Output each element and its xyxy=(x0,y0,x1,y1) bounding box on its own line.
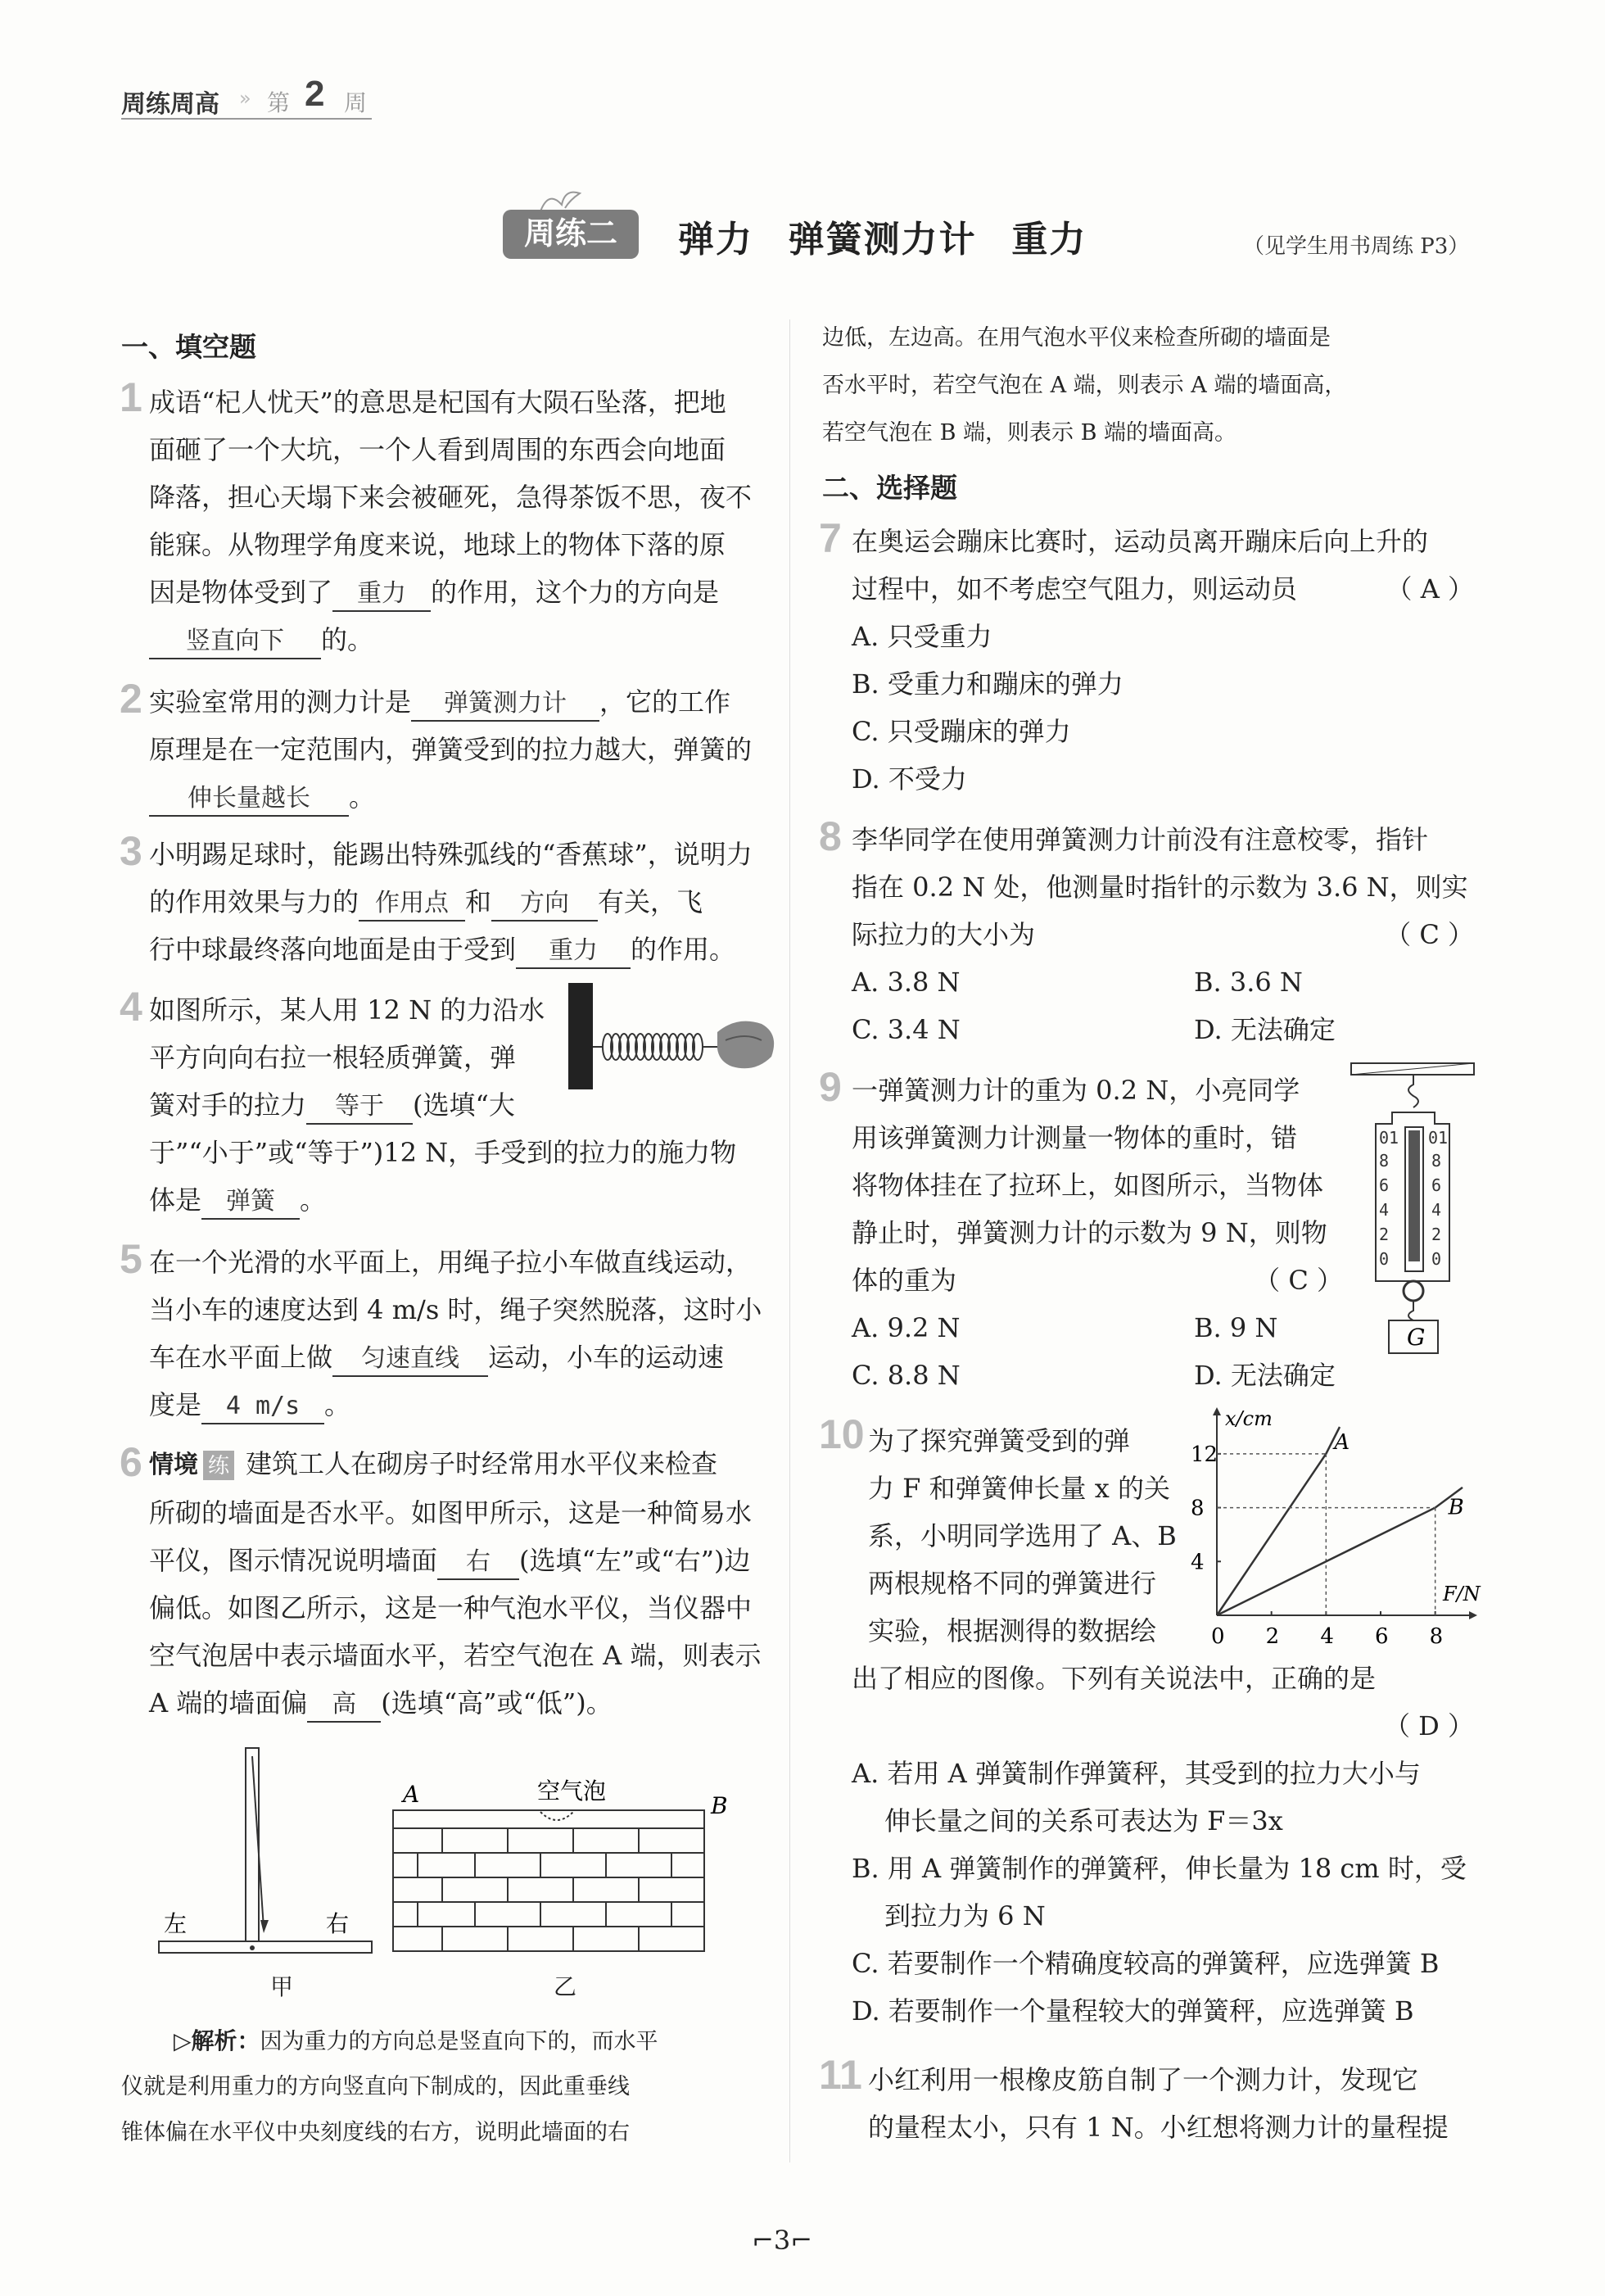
question-number: 9 xyxy=(819,1064,842,1110)
text-line: 边低，左边高。在用气泡水平仪来检查所砌的墙面是 xyxy=(822,325,1331,351)
answer-blank: 弹簧测力计 xyxy=(411,687,599,722)
text-line: 仪就是利用重力的方向竖直向下制成的，因此重垂线 xyxy=(121,2074,630,2099)
exercise-badge: 周练二 xyxy=(503,210,639,259)
question-number: 11 xyxy=(819,2052,862,2098)
spring-hand-figure xyxy=(565,983,780,1089)
spring-extension-chart xyxy=(1187,1407,1481,1653)
text-line: 过程中，如不考虑空气阻力，则运动员 （ A ） xyxy=(852,565,1474,613)
series-line-b xyxy=(1217,1488,1463,1615)
svg-text:4: 4 xyxy=(1431,1200,1442,1220)
bubble-label: 空气泡 xyxy=(537,1777,607,1805)
text-line: 成语“杞人忧天”的意思是杞国有大陨石坠落，把地 xyxy=(149,387,726,418)
figure-yi-label: 乙 xyxy=(554,1973,577,2000)
option-row: C. 3.4 N D. 无法确定 xyxy=(852,1014,1336,1045)
x-tick-label: 0 xyxy=(1211,1624,1225,1649)
text-line: 体是 弹簧 。 xyxy=(149,1176,736,1224)
end-b-label: B xyxy=(711,1792,728,1819)
answer-blank: 弹簧 xyxy=(201,1185,300,1220)
y-axis-label: x/cm xyxy=(1225,1407,1273,1430)
bubble-level-wall-figure xyxy=(385,1777,729,1966)
text-line: 系，小明同学选用了 A、B xyxy=(868,1520,1177,1551)
question-2 xyxy=(149,678,752,821)
text-line: 降落，担心天塌下来会被砸死，急得茶饭不思，夜不 xyxy=(149,482,753,513)
option: C. 只受蹦床的弹力 xyxy=(852,716,1071,747)
option: C. 若要制作一个精确度较高的弹簧秤，应选弹簧 B xyxy=(852,1948,1440,1979)
option: B. 受重力和蹦床的弹力 xyxy=(852,668,1124,700)
section-choice: 二、选择题 xyxy=(822,473,957,503)
question-number: 6 xyxy=(120,1439,142,1485)
week-suffix: 周 xyxy=(344,90,368,115)
text-line: 一弹簧测力计的重为 0.2 N，小亮同学 xyxy=(852,1075,1300,1106)
option: 伸长量之间的关系可表达为 F＝3x xyxy=(884,1805,1283,1836)
analysis xyxy=(174,2018,658,2065)
question-10-options xyxy=(852,1655,1474,2035)
text-line: 实验室常用的测力计是 弹簧测力计 ，它的工作 xyxy=(149,678,752,726)
answer-choice: （ A ） xyxy=(1386,573,1474,605)
text-line: 小明踢足球时，能踢出特殊弧线的“香蕉球”，说明力 xyxy=(149,839,753,870)
question-5 xyxy=(149,1239,762,1429)
page-number: ⌐3⌐ xyxy=(752,2225,812,2256)
text-line: 偏低。如图乙所示，这是一种气泡水平仪，当仪器中 xyxy=(149,1592,753,1624)
text-line: 度是 4 m/s 。 xyxy=(149,1381,762,1429)
answer-blank: 高 xyxy=(307,1688,381,1723)
text-line: 的量程太小，只有 1 N。小红想将测力计的量程提 xyxy=(868,2112,1449,2143)
text-line: 伸长量越长 。 xyxy=(149,773,752,821)
left-label: 左 xyxy=(164,1910,188,1937)
text-line: 将物体挂在了拉环上，如图所示，当物体 xyxy=(852,1170,1324,1201)
text-line: 力 F 和弹簧伸长量 x 的关 xyxy=(868,1473,1170,1504)
question-number: 4 xyxy=(120,984,142,1030)
text-line: 空气泡居中表示墙面水平，若空气泡在 A 端，则表示 xyxy=(149,1640,762,1671)
svg-text:8: 8 xyxy=(1431,1151,1442,1171)
svg-text:6: 6 xyxy=(1431,1175,1442,1195)
question-9 xyxy=(852,1066,1343,1399)
text-line: 车在水平面上做 匀速直线 运动，小车的运动速 xyxy=(149,1334,762,1381)
text-line: 在一个光滑的水平面上，用绳子拉小车做直线运动， xyxy=(149,1247,753,1278)
text-line: 平方向向右拉一根轻质弹簧，弹 xyxy=(149,1042,517,1073)
text-line: 能寐。从物理学角度来说，地球上的物体下落的原 xyxy=(149,529,726,560)
text-line: 两根规格不同的弹簧进行 xyxy=(868,1568,1157,1599)
text-line: 的作用效果与力的 作用点 和 方向 有关，飞 xyxy=(149,878,753,926)
svg-text:6: 6 xyxy=(1379,1175,1390,1195)
plumb-level-figure xyxy=(156,1745,377,1958)
svg-text:4: 4 xyxy=(1379,1200,1390,1220)
svg-text:0: 0 xyxy=(1379,1249,1390,1269)
question-number: 10 xyxy=(819,1411,865,1457)
weight-label: G xyxy=(1407,1324,1426,1351)
answer-choice: （ C ） xyxy=(1385,919,1474,950)
x-axis-arrow xyxy=(1469,1611,1477,1619)
option-row: A. 3.8 N B. 3.6 N xyxy=(852,967,1303,998)
option-row: A. 9.2 N B. 9 N xyxy=(852,1312,1278,1343)
question-7 xyxy=(852,518,1474,803)
svg-text:8: 8 xyxy=(1379,1151,1390,1171)
text-line: 平仪，图示情况说明墙面 右 (选填“左”或“右”)边 xyxy=(149,1537,761,1584)
question-11 xyxy=(868,2056,1449,2151)
text-line: 行中球最终落向地面是由于受到 重力 的作用。 xyxy=(149,926,753,973)
option: B. 用 A 弹簧制作的弹簧秤，伸长量为 18 cm 时，受 xyxy=(852,1853,1467,1884)
series-line-a xyxy=(1217,1427,1340,1615)
series-label-b: B xyxy=(1448,1495,1464,1520)
y-tick-label: 4 xyxy=(1191,1550,1205,1575)
answer-blank: 匀速直线 xyxy=(332,1343,488,1377)
answer-blank: 竖直向下 xyxy=(149,625,321,659)
svg-text:01: 01 xyxy=(1379,1128,1399,1148)
practice-tag: 练 xyxy=(203,1451,234,1480)
question-number: 3 xyxy=(120,828,142,874)
option: 到拉力为 6 N xyxy=(884,1900,1046,1931)
analysis-cont xyxy=(121,2064,630,2156)
answer-blank: 重力 xyxy=(516,935,631,969)
text-line: 小红利用一根橡皮筋自制了一个测力计，发现它 xyxy=(868,2064,1419,2095)
end-a-label: A xyxy=(403,1781,420,1808)
text-line: 出了相应的图像。下列有关说法中，正确的是 xyxy=(852,1663,1377,1694)
question-number: 7 xyxy=(819,515,842,561)
x-tick-label: 8 xyxy=(1429,1624,1444,1649)
svg-text:0: 0 xyxy=(1431,1249,1442,1269)
section-fill-blank: 一、填空题 xyxy=(121,332,256,362)
answer-blank: 右 xyxy=(437,1546,519,1580)
text-line: 用该弹簧测力计测量一物体的重时，错 xyxy=(852,1122,1298,1153)
text-line: 所砌的墙面是否水平。如图甲所示，这是一种简易水 xyxy=(149,1497,753,1528)
text-line: ▷解析：因为重力的方向总是竖直向下的，而水平 xyxy=(174,2028,658,2054)
text-line: 在奥运会蹦床比赛时，运动员离开蹦床后向上升的 xyxy=(852,526,1429,557)
answer-blank: 等于 xyxy=(306,1090,413,1125)
question-number: 1 xyxy=(120,374,142,420)
figure-jia-label: 甲 xyxy=(270,1973,294,2000)
option: A. 若用 A 弹簧制作弹簧秤，其受到的拉力大小与 xyxy=(852,1758,1421,1789)
question-8 xyxy=(852,816,1474,1053)
week-prefix: 第 xyxy=(267,90,291,115)
question-6 xyxy=(149,1440,761,1727)
text-line: 于”“小于”或“等于”)12 N，手受到的拉力的施力物 xyxy=(149,1137,737,1168)
y-axis-arrow xyxy=(1213,1407,1221,1415)
q6-continuation xyxy=(822,315,1346,457)
text-line: 李华同学在使用弹簧测力计前没有注意校零，指针 xyxy=(852,824,1429,855)
answer-choice: （ D ） xyxy=(1383,1710,1474,1741)
text-line: 际拉力的大小为 （ C ） xyxy=(852,911,1474,958)
text-line: 当小车的速度达到 4 m/s 时，绳子突然脱落，这时小 xyxy=(149,1294,762,1325)
context-tag: 情境 xyxy=(149,1451,198,1479)
option: D. 若要制作一个量程较大的弹簧秤，应选弹簧 B xyxy=(852,1995,1414,2027)
answer-blank: 伸长量越长 xyxy=(149,782,349,817)
text-line: 若空气泡在 B 端，则表示 B 端的墙面高。 xyxy=(822,420,1237,446)
text-line: 原理是在一定范围内，弹簧受到的拉力越大，弹簧的 xyxy=(149,734,753,765)
spring-scale-figure xyxy=(1343,1062,1482,1356)
y-tick-label: 12 xyxy=(1191,1442,1218,1467)
x-tick-label: 4 xyxy=(1320,1624,1334,1649)
x-axis-label: F/N xyxy=(1443,1583,1481,1605)
answer-blank: 作用点 xyxy=(359,887,465,922)
chevrons-icon: » xyxy=(239,87,251,110)
text-line: 体的重为 （ C ） xyxy=(852,1257,1343,1304)
option: A. 只受重力 xyxy=(852,621,992,652)
text-line: A 端的墙面偏 高 (选填“高”或“低”)。 xyxy=(149,1679,761,1727)
text-line: 实验，根据测得的数据绘 xyxy=(868,1615,1157,1646)
question-3 xyxy=(149,831,753,973)
right-label: 右 xyxy=(326,1910,350,1937)
header-rule xyxy=(121,118,372,120)
question-number: 2 xyxy=(120,676,142,722)
text-line: 簧对手的拉力 等于 (选填“大 xyxy=(149,1081,736,1129)
text-line: 如图所示，某人用 12 N 的力沿水 xyxy=(149,994,545,1026)
question-number: 8 xyxy=(819,813,842,859)
text-line: 为了探究弹簧受到的弹 xyxy=(868,1425,1131,1456)
column-divider xyxy=(789,319,790,2162)
text-line: 因是物体受到了 重力 的作用，这个力的方向是 xyxy=(149,568,752,616)
brand-label: 周练周高 xyxy=(121,91,219,118)
question-10-stem xyxy=(868,1417,1177,1655)
answer-choice: （ C ） xyxy=(1254,1265,1343,1296)
text-line: 锥体偏在水平仪中央刻度线的右方，说明此墙面的右 xyxy=(121,2120,630,2145)
option: D. 不受力 xyxy=(852,763,967,795)
text-line: 面砸了一个大坑，一个人看到周围的东西会向地面 xyxy=(149,434,726,465)
svg-text:01: 01 xyxy=(1428,1128,1449,1148)
text-line: 否水平时，若空气泡在 A 端，则表示 A 端的墙面高， xyxy=(822,373,1347,398)
series-label-a: A xyxy=(1334,1429,1350,1455)
text-line: 静止时，弹簧测力计的示数为 9 N，则物 xyxy=(852,1217,1327,1248)
answer-blank: 方向 xyxy=(491,887,598,922)
text-line: 情境 练 建筑工人在砌房子时经常用水平仪来检查 xyxy=(149,1448,718,1479)
x-tick-label: 2 xyxy=(1265,1624,1280,1649)
y-tick-label: 8 xyxy=(1191,1496,1205,1521)
text-line: 指在 0.2 N 处，他测量时指针的示数为 3.6 N，则实 xyxy=(852,872,1468,903)
page-title: 弹力 弹簧测力计 重力 xyxy=(678,220,1087,260)
reference-note: （见学生用书周练 P3） xyxy=(1243,234,1470,259)
option-row: C. 8.8 N D. 无法确定 xyxy=(852,1360,1336,1391)
question-1 xyxy=(149,378,752,663)
svg-text:2: 2 xyxy=(1379,1225,1390,1244)
week-number: 2 xyxy=(305,74,325,114)
answer-blank: 4 m/s xyxy=(201,1390,324,1424)
question-number: 5 xyxy=(120,1236,142,1282)
text-line: 竖直向下 的。 xyxy=(149,616,752,663)
answer-blank: 重力 xyxy=(332,577,431,612)
x-tick-label: 6 xyxy=(1375,1624,1389,1649)
svg-text:2: 2 xyxy=(1431,1225,1442,1244)
